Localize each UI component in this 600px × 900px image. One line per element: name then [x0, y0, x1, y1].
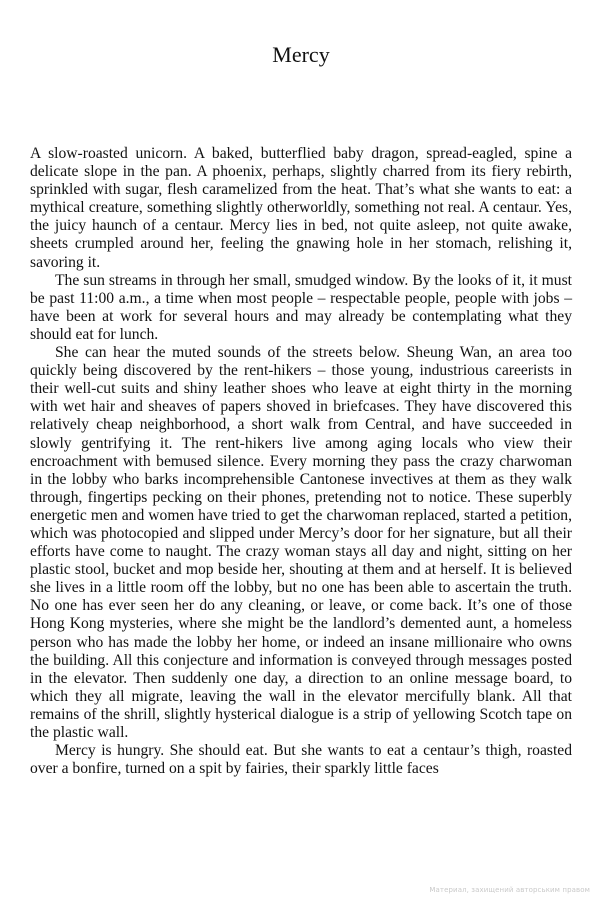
- copyright-watermark: Материал, захищений авторським правом: [429, 886, 590, 894]
- paragraph: A slow-roasted unicorn. A baked, butterflied baby dragon, spread-eagled, spine a delicate slope in the pan. A phoenix, perhaps, slightly charred from its fiery rebirth, sprinkled with sugar, flesh caramelized from the heat. That’s what she wants to eat: a mythical creature, something slightly otherworldly, something not real. A centaur. Yes, the juicy haunch of a centaur. Mercy lies in bed, not quite asleep, not quite awake, sheets crumpled around her, feeling the gnawing hole in her stomach, relishing it, savoring it.: [30, 145, 572, 271]
- paragraph: Mercy is hungry. She should eat. But she wants to eat a centaur’s thigh, roasted over a bonfire, turned on a spit by fairies, their sparkly little faces: [30, 742, 572, 778]
- paragraph: The sun streams in through her small, smudged window. By the looks of it, it must be past 11:00 a.m., a time when most people – respectable people, people with jobs – have been at work for several hours and may already be contemplating what they should eat for lunch.: [30, 271, 572, 343]
- paragraph: She can hear the muted sounds of the streets below. Sheung Wan, an area too quickly being discovered by the rent-hikers – those young, industrious careerists in their well-cut suits and shiny leather shoes who leave at eight thirty in the morning with wet hair and sheaves of papers shoved in briefcases. They have discovered this relatively cheap neighborhood, a short walk from Central, and have succeeded in slowly gentrifying it. The rent-hikers live among aging locals who view their encroachment with bemused silence. Every morning they pass the crazy charwoman in the lobby who barks incomprehensible Cantonese invectives at them as they walk through, fingertips pecking on their phones, pretending not to notice. These superbly energetic men and women have tried to get the charwoman replaced, started a petition, which was photocopied and slipped under Mercy’s door for her signature, but all their efforts have come to naught. The crazy woman stays all day and night, sitting on her plastic stool, bucket and mop beside her, shouting at them and at herself. It is believed she lives in a little room off the lobby, but no one has been able to ascertain the truth. No one has ever seen her do any cleaning, or leave, or come back. It’s one of those Hong Kong mysteries, where she might be the landlord’s demented aunt, a homeless person who has made the lobby her home, or indeed an insane millionaire who owns the building. All this conjecture and information is conveyed through messages posted in the elevator. Then suddenly one day, a direction to an online message board, to which they all migrate, leaving the wall in the elevator mercifully blank. All that remains of the shrill, slightly hysterical dialogue is a strip of yellowing Scotch tape on the plastic wall.: [30, 344, 572, 741]
- chapter-body: [30, 145, 572, 778]
- book-page: [30, 0, 572, 900]
- chapter-title: Mercy: [272, 42, 330, 67]
